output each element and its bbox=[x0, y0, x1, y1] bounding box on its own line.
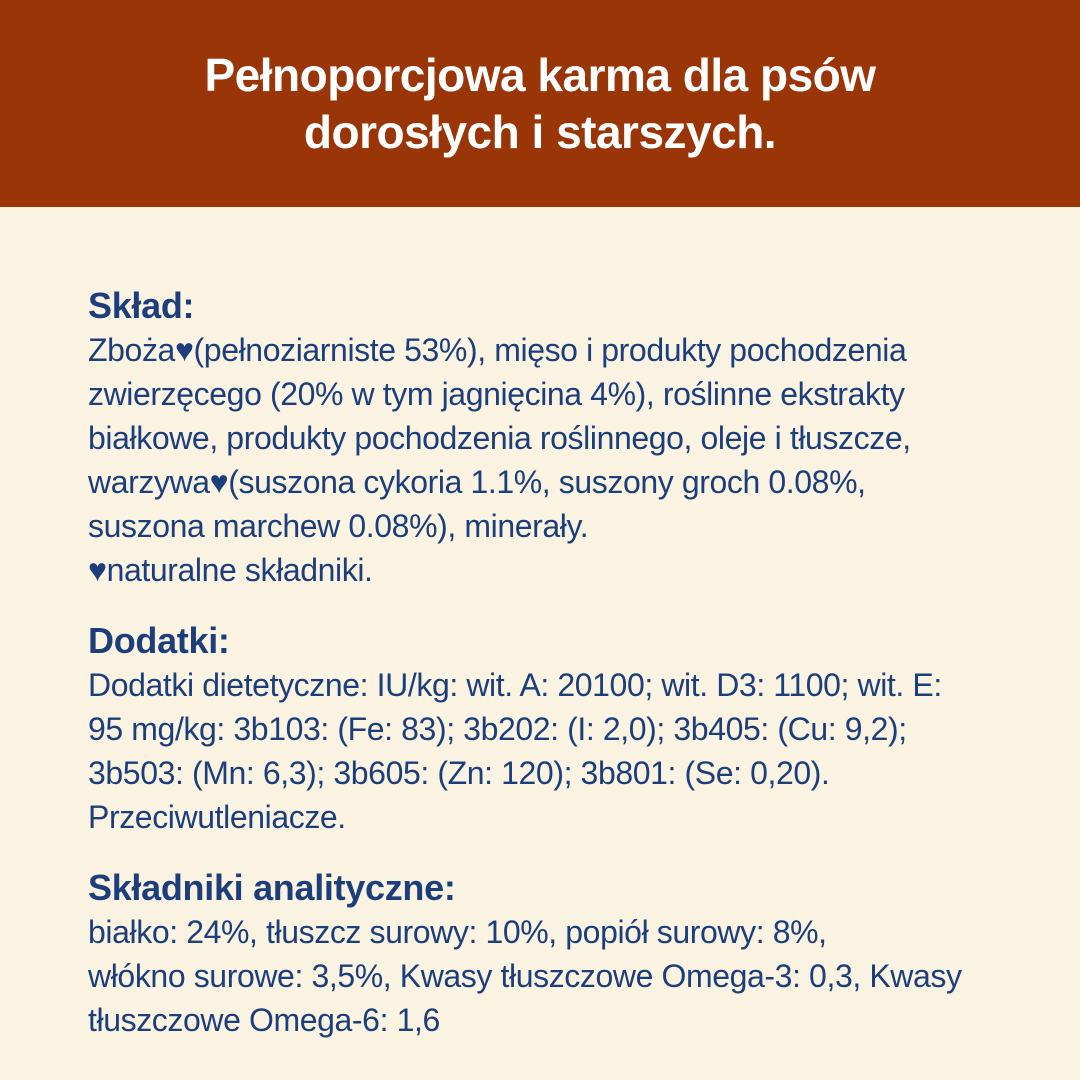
natural-ingredients-footnote: ♥naturalne składniki. bbox=[88, 552, 373, 588]
additives-line: 3b503: (Mn: 6,3); 3b605: (Zn: 120); 3b801: (Se: 0,20). bbox=[88, 755, 830, 791]
section-analytical-constituents bbox=[88, 865, 992, 1042]
additives-line: Dodatki dietetyczne: IU/kg: wit. A: 20100; wit. D3: 1100; wit. E: bbox=[88, 667, 942, 703]
analytical-line: białko: 24%, tłuszcz surowy: 10%, popiół surowy: 8%, bbox=[88, 914, 827, 950]
header-title-line-2: dorosłych i starszych. bbox=[303, 105, 777, 158]
section-additives bbox=[88, 618, 992, 839]
header-band bbox=[0, 0, 1080, 207]
analytical-heading: Składniki analityczne: bbox=[88, 867, 456, 908]
composition-line: zwierzęcego (20% w tym jagnięcina 4%), roślinne ekstrakty bbox=[88, 376, 905, 412]
composition-heading: Skład: bbox=[88, 285, 195, 326]
composition-line: białkowe, produkty pochodzenia roślinnego, oleje i tłuszcze, bbox=[88, 420, 911, 456]
analytical-line: włókno surowe: 3,5%, Kwasy tłuszczowe Omega-3: 0,3, Kwasy bbox=[88, 958, 962, 994]
additives-line: 95 mg/kg: 3b103: (Fe: 83); 3b202: (I: 2,0); 3b405: (Cu: 9,2); bbox=[88, 711, 907, 747]
header-title bbox=[204, 47, 875, 161]
header-title-line-1: Pełnoporcjowa karma dla psów bbox=[204, 48, 876, 101]
label-content bbox=[0, 207, 1080, 1042]
analytical-line: tłuszczowe Omega-6: 1,6 bbox=[88, 1002, 440, 1038]
additives-heading: Dodatki: bbox=[88, 620, 230, 661]
section-composition bbox=[88, 283, 992, 592]
composition-line: Zboża♥(pełnoziarniste 53%), mięso i produkty pochodzenia bbox=[88, 332, 907, 368]
composition-line: warzywa♥(suszona cykoria 1.1%, suszony groch 0.08%, bbox=[88, 464, 866, 500]
antioxidants-line: Przeciwutleniacze. bbox=[88, 799, 346, 835]
composition-line: suszona marchew 0.08%), minerały. bbox=[88, 508, 589, 544]
